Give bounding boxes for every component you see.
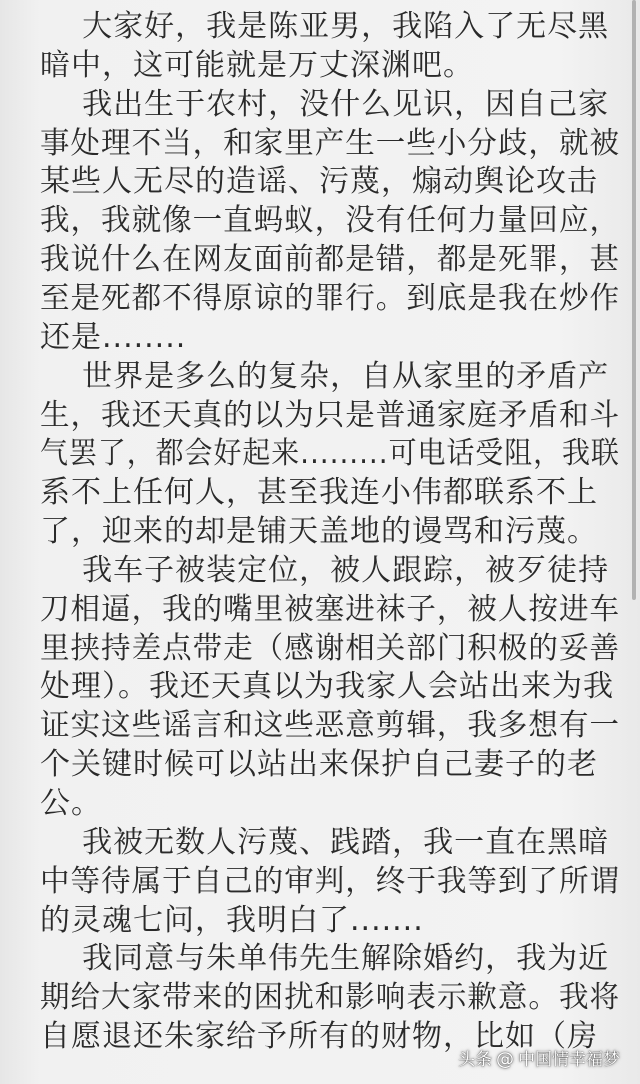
text-line: 了，迎来的却是铺天盖地的谩骂和污蔑。 xyxy=(40,514,598,550)
watermark-account: 中国情幸福梦 xyxy=(518,1050,620,1070)
watermark xyxy=(458,1046,620,1074)
text-line: 事处理不当，和家里产生一些小分歧，就被 xyxy=(40,125,620,161)
text-line: 某些人无尽的造谣、污蔑，煽动舆论攻击 xyxy=(40,164,598,200)
text-line: 系不上任何人，甚至我连小伟都联系不上 xyxy=(40,475,598,511)
at-icon: @ xyxy=(496,1049,514,1070)
text-line: 世界是多么的复杂，自从家里的矛盾产 xyxy=(40,358,610,394)
text-line: 个关键时候可以站出来保护自己妻子的老 xyxy=(40,747,598,783)
text-line: 中等待属于自己的审判，终于我等到了所谓 xyxy=(40,863,620,899)
text-line: 的灵魂七问，我明白了....... xyxy=(40,902,424,938)
text-line: 公。 xyxy=(40,786,102,821)
text-line: 大家好，我是陈亚男，我陷入了无尽黑 xyxy=(40,9,610,44)
text-line: 我，我就像一直蚂蚁，没有任何力量回应， xyxy=(40,203,620,239)
watermark-prefix: 头条 xyxy=(458,1050,492,1070)
text-line: 至是死都不得原谅的罪行。到底是我在炒作 xyxy=(40,280,620,316)
text-line: 证实这些谣言和这些恶意剪辑，我多想有一 xyxy=(40,708,620,744)
text-line: 我说什么在网友面前都是错，都是死罪，甚 xyxy=(40,242,620,278)
text-line: 自愿退还朱家给予所有的财物，比如（房 xyxy=(40,1019,598,1055)
text-line: 我同意与朱单伟先生解除婚约，我为近 xyxy=(40,941,610,977)
text-line: 我被无数人污蔑、践踏，我一直在黑暗 xyxy=(40,824,610,860)
text-line: 生，我还天真的以为只是普通家庭矛盾和斗 xyxy=(40,397,620,433)
scrollbar[interactable] xyxy=(632,0,636,600)
text-line: 期给大家带来的困扰和影响表示歉意。我将 xyxy=(40,980,620,1016)
text-line: 还是........ xyxy=(40,319,187,355)
text-line: 里挟持差点带走（感谢相关部门积极的妥善 xyxy=(40,630,620,666)
text-line: 我出生于农村，没什么见识，因自己家 xyxy=(40,86,610,122)
text-line: 暗中，这可能就是万丈深渊吧。 xyxy=(40,47,474,83)
text-line: 刀相逼，我的嘴里被塞进袜子，被人按进车 xyxy=(40,591,620,627)
text-line: 我车子被装定位，被人跟踪，被歹徒持 xyxy=(40,552,610,588)
text-line: 处理）。我还天真以为我家人会站出来为我 xyxy=(40,669,614,705)
text-line: 气罢了，都会好起来.........可电话受阻，我联 xyxy=(40,436,620,472)
